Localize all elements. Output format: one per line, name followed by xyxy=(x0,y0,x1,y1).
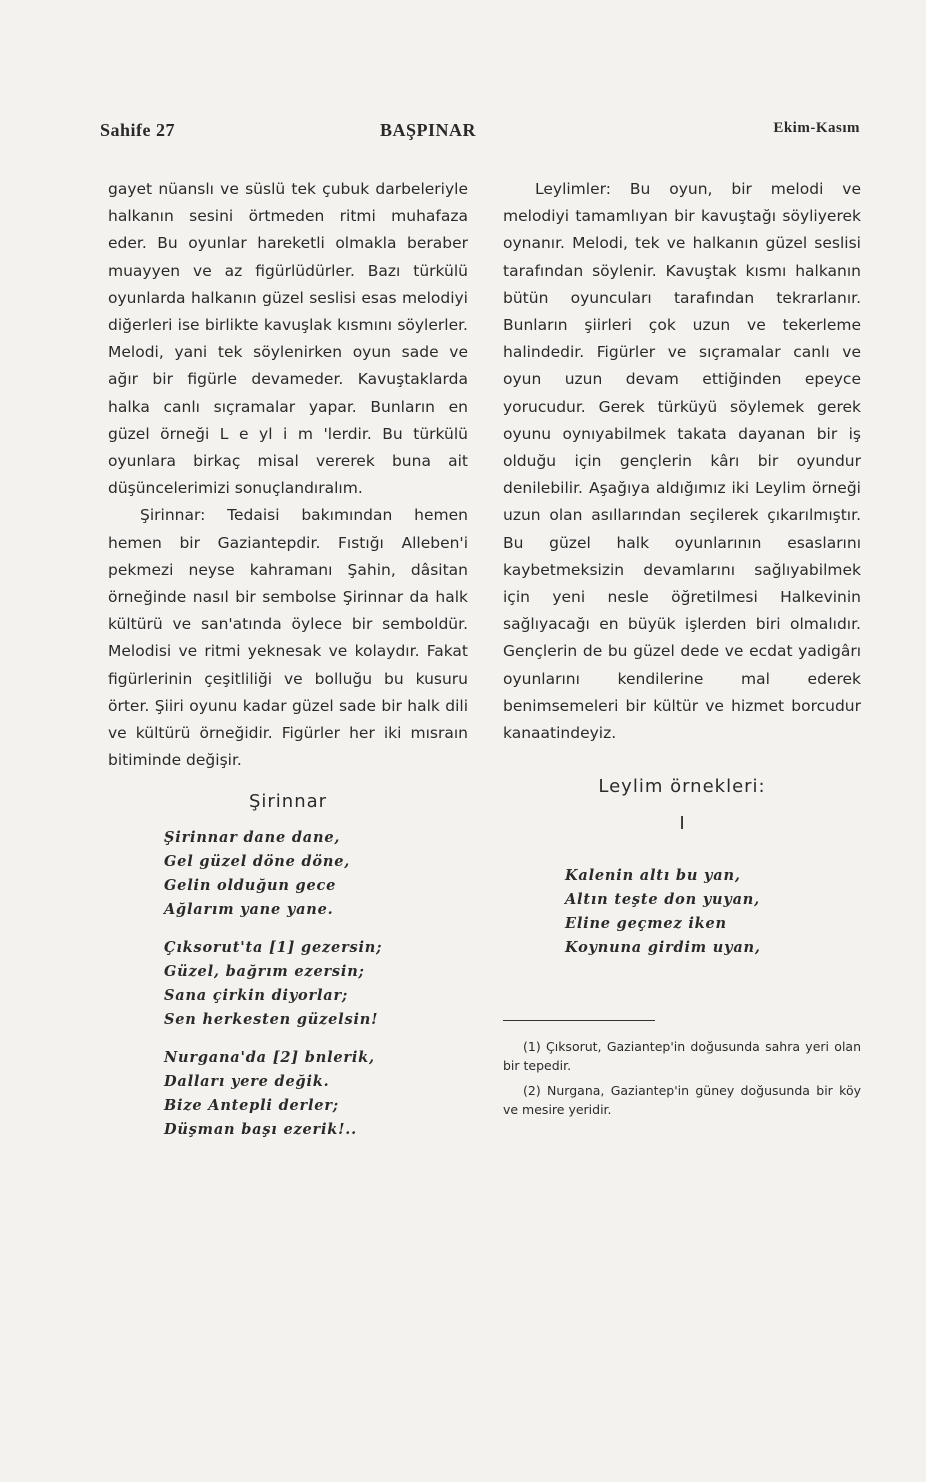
poem-line: Güzel, bağrım ezersin; xyxy=(164,962,365,980)
poem-title: Şirinnar xyxy=(248,791,328,813)
body-paragraph: gayet nüanslı ve süslü tek çubuk darbeleriyle halkanın sesini örtmeden ritmi muhafaza eder. Bu oyunlar hareketli olmakla beraber muayyen ve az figürlüdürler. Bazı türkülü oyunlarda halkanın güzel seslisi esas melodiyi diğerleri ise birlikte kavuşlak kısmını söylerler. Melodi, yani tek söylenirken oyun sade ve ağır bir figürle devameder. Kavuştaklarda halka canlı sıçramalar yapar. Bunların en güzel örneği L e yl i m 'lerdir. Bu türkülü oyunlara birkaç misal vererek buna ait düşüncelerimizi sonuçlandıralım. xyxy=(108,180,468,498)
poem xyxy=(164,826,468,1142)
journal-title: BAŞPINAR xyxy=(380,120,477,140)
poem-line: Kalenin altı bu yan, xyxy=(565,866,741,884)
right-column xyxy=(503,176,861,1125)
poem-line: Nurgana'da [2] bnlerik, xyxy=(164,1048,375,1066)
poem-line: Şirinnar dane dane, xyxy=(164,828,341,846)
poem-line: Sen herkesten güzelsin! xyxy=(164,1010,379,1028)
page-header xyxy=(100,120,860,150)
page-number-label: Sahife 27 xyxy=(100,120,176,140)
poem-stanza xyxy=(164,936,468,1032)
section-title: Leylim örnekleri: xyxy=(598,776,766,798)
poem-line: Koynuna girdim uyan, xyxy=(565,938,761,956)
poem-number: I xyxy=(679,813,685,835)
poem xyxy=(565,864,861,960)
footnote: (2) Nurgana, Gaziantep'in güney doğusunda bir köy ve mesire yeridir. xyxy=(503,1082,861,1117)
poem-line: Altın teşte don yuyan, xyxy=(565,890,760,908)
poem-stanza xyxy=(164,826,468,922)
body-paragraph: Leylimler: Bu oyun, bir melodi ve melodiyi tamamlıyan bir kavuştağı söyliyerek oynanır. Melodi, tek ve halkanın güzel seslisi tarafından söylenir. Kavuştak kısmı halkanın bütün oyuncuları tarafından tekrarlanır. Bunların şiirleri çok uzun ve tekerleme halindedir. Figürler ve sıçramalar canlı ve oyun uzun devam ettiğinden epeyce yorucudur. Gerek türküyü söylemek gerek oyunu oynıyabilmek takata dayanan bir iş olduğu için gençlerin kârı bir oyundur denilebilir. Aşağıya aldığımız iki Leylim örneği uzun olan asıllarından seçilerek çıkarılmıştır. Bu güzel halk oyunlarının esaslarını kaybetmeksizin devamlarını sağlıyabilmek için yeni nesle öğretilmesi Halkevinin sağlıyacağı en büyük işlerden biri olmalıdır. Gençlerin de bu güzel dede ve ecdat yadigârı oyunlarını kendilerine mal ederek benimsemeleri bir kültür ve hizmet borcudur kanaatindeyiz. xyxy=(503,180,861,743)
poem-line: Ağlarım yane yane. xyxy=(164,900,334,918)
poem-line: Sana çirkin diyorlar; xyxy=(164,986,349,1004)
poem-line: Gel güzel döne döne, xyxy=(164,852,351,870)
issue-date-label: Ekim-Kasım xyxy=(773,120,860,136)
footnote-divider xyxy=(503,1020,655,1021)
footnote: (1) Çıksorut, Gaziantep'in doğusunda sahra yeri olan bir tepedir. xyxy=(503,1038,861,1073)
poem-line: Bize Antepli derler; xyxy=(164,1096,339,1114)
poem-line: Çıksorut'ta [1] gezersin; xyxy=(164,938,383,956)
poem-line: Eline geçmez iken xyxy=(565,914,727,932)
poem-line: Dalları yere değik. xyxy=(164,1072,330,1090)
poem-stanza xyxy=(164,1046,468,1142)
poem-line: Düşman başı ezerik!.. xyxy=(164,1120,358,1138)
poem-line: Gelin olduğun gece xyxy=(164,876,337,894)
body-paragraph: Şirinnar: Tedaisi bakımından hemen hemen bir Gaziantepdir. Fıstığı Alleben'i pekmezi neyse kahramanı Şahin, dâsitan örneğinde nasıl bir sembolse Şirinnar da halk kültürü ve san'atında öylece bir semboldür. Melodisi ve ritmi yeknesak ve kolaydır. Fakat figürlerinin çeşitliliği ve bolluğu bu kusuru örter. Şiiri oyunu kadar güzel sade bir halk dili ve kültürü örneğidir. Figürler her iki mısraın bitiminde değişir. xyxy=(108,506,468,770)
left-column xyxy=(108,176,468,1156)
